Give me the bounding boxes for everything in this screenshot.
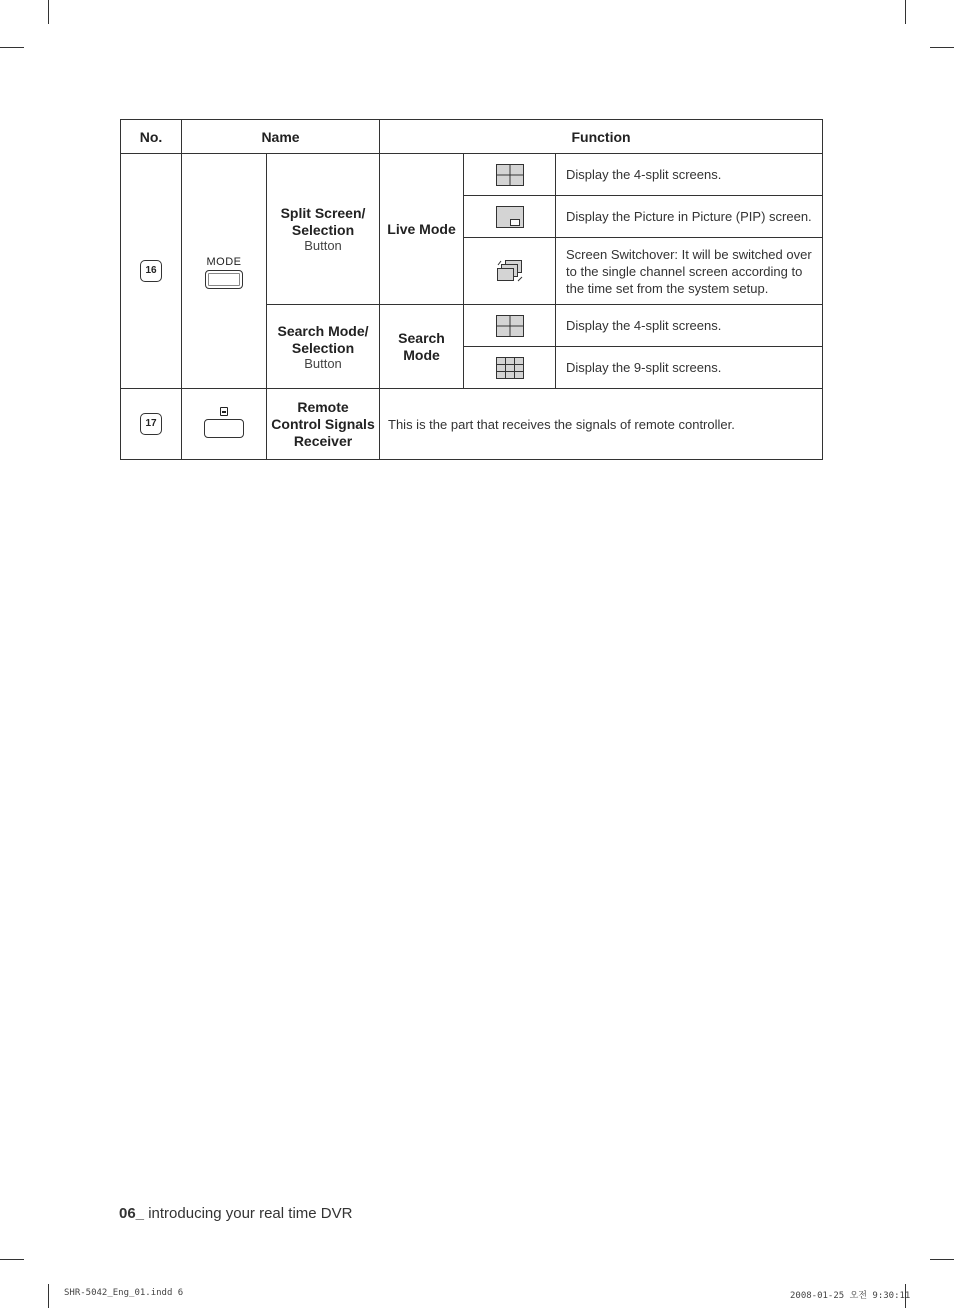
split-screen-sub: Button [304,238,342,253]
crop-mark [0,47,24,48]
header-function: Function [380,120,823,154]
button-shape [205,270,243,289]
function-table [120,119,823,460]
live-mode-cell: Live Mode [380,154,464,305]
remote-receiver-graphic [204,407,244,438]
function-text: Display the 4-split screens. [556,305,823,347]
screen-switchover-icon [496,259,524,283]
function-text: Display the 4-split screens. [556,154,823,196]
table-header-row [121,120,823,154]
pip-icon [496,206,524,228]
function-text: Display the 9-split screens. [556,347,823,389]
row-number-cell [121,154,182,389]
icon-cell [464,305,556,347]
remote-icon [220,407,228,416]
function-text: This is the part that receives the signals of remote controller. [380,389,823,460]
icon-cell [464,154,556,196]
print-slug-date: 2008-01-25 오전 9:30:11 [790,1291,911,1301]
mode-button-cell [182,154,267,389]
crop-mark [930,47,954,48]
footer-title: introducing your real time DVR [148,1205,353,1222]
number-badge: 17 [140,413,162,435]
crop-mark [905,0,906,24]
page-footer [119,1205,352,1222]
split-screen-title: Split Screen/ Selection [280,205,366,238]
search-mode-title: Search Mode/ Selection [277,322,369,356]
print-slug-file: SHR-5042_Eng_01.indd 6 [64,1288,184,1298]
icon-cell [464,347,556,389]
row-number-cell [121,389,182,460]
crop-mark [930,1259,954,1260]
search-mode-cell: Search Mode [380,305,464,389]
search-mode-sub: Button [304,355,342,371]
four-split-icon [496,164,524,186]
four-split-icon [496,315,524,337]
crop-mark [48,0,49,24]
header-name: Name [182,120,380,154]
icon-cell [464,196,556,238]
receiver-shape [204,419,244,438]
search-mode-name-cell [267,305,380,389]
split-screen-name-cell [267,154,380,305]
icon-cell [464,238,556,305]
crop-mark [0,1259,24,1260]
table-row [121,389,823,460]
function-text: Display the Picture in Picture (PIP) screen. [556,196,823,238]
function-text: Screen Switchover: It will be switched over to the single channel screen according to the time set from the system setup. [556,238,823,305]
crop-mark [48,1284,49,1308]
header-no: No. [121,120,182,154]
page-number: 06_ [119,1205,145,1222]
mode-button [205,256,243,289]
nine-split-icon [496,357,524,379]
number-badge: 16 [140,260,162,282]
remote-receiver-cell [182,389,267,460]
mode-button-label: MODE [206,256,242,268]
remote-receiver-name: Remote Control Signals Receiver [267,389,380,460]
table-row [121,154,823,196]
